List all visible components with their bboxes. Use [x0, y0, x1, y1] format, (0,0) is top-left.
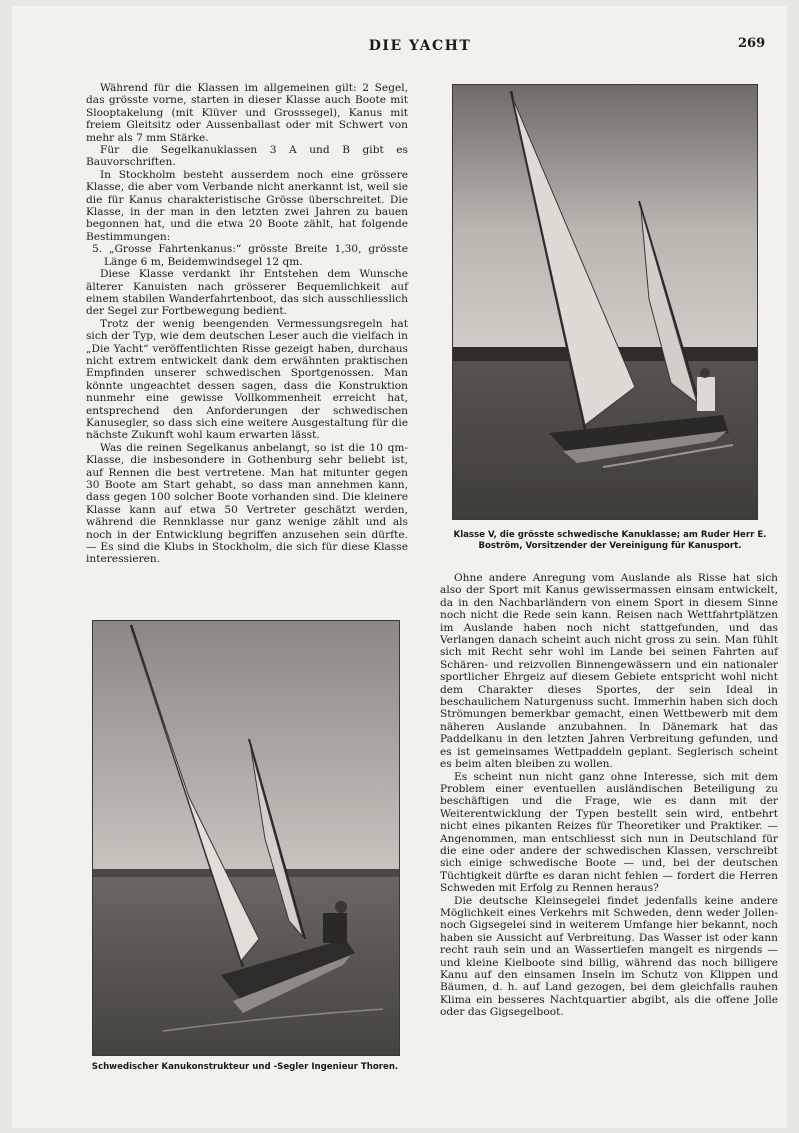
- paragraph: Es scheint nun nicht ganz ohne Interesse, sich mit dem Problem einer eventuellen ausländischen Beteiligung zu beschäftigen und die Frage, wie es dann mit der Weiterentwicklung der Typen bestellt sein wird, entbehrt nicht eines pikanten Reizes für Theoretiker und Praktiker. — Angenommen, man entschliesst sich nun in Deutschland für die eine oder andere der schwedischen Klassen, verschreibt sich einige schwedische Boote — und, bei der deutschen Tüchtigkeit dürfte es daran nicht fehlen — fordert die Herren Schweden mit Erfolg zu Rennen heraus?: [440, 770, 778, 895]
- list-item: 5. „Grosse Fahrtenkanus:“ grösste Breite 1,30, grösste Länge 6 m, Beidemwindsegel 12 qm.: [92, 243, 408, 268]
- right-column-text: [440, 572, 778, 1019]
- photo-caption-klasse-v: Klasse V, die grösste schwedische Kanuklasse; am Ruder Herr E. Boström, Vorsitzender der Vereinigung für Kanusport.: [453, 530, 767, 551]
- paragraph: Für die Segelkanuklassen 3 A und B gibt es Bauvorschriften.: [86, 144, 408, 169]
- photo-klasse-v-canoe: [452, 84, 758, 520]
- running-title: DIE YACHT: [368, 38, 472, 54]
- page-number: 269: [738, 36, 766, 51]
- photo-caption-thoren: Schwedischer Kanukonstrukteur und -Segler Ingenieur Thoren.: [91, 1062, 399, 1072]
- photo-thoren-canoe: [92, 620, 400, 1056]
- paragraph: Trotz der wenig beengenden Vermessungsregeln hat sich der Typ, wie dem deutschen Leser auch die vielfach in „Die Yacht“ veröffentlichten Risse gezeigt haben, durchaus nicht extrem entwickelt dank dem erwähnten praktischen Empfinden unserer schwedischen Sportgenossen. Man könnte ungeachtet dessen sagen, dass die Konstruktion nunmehr eine gewisse Vollkommenheit erreicht hat, entsprechend den Anforderungen der schwedischen Kanusegler, so dass sich eine weitere Ausgestaltung für die nächste Zukunft wohl kaum erwarten lässt.: [86, 317, 408, 442]
- paragraph: Während für die Klassen im allgemeinen gilt: 2 Segel, das grösste vorne, starten in dieser Klasse auch Boote mit Slooptakelung (mit Klüver und Grosssegel), Kanus mit freiem Gleitsitz oder Aussenballast oder mit Schwert von mehr als 7 mm Stärke.: [86, 82, 408, 144]
- paragraph: Diese Klasse verdankt ihr Entstehen dem Wunsche älterer Kanuisten nach grösserer Bequemlichkeit auf einem stabilen Wanderfahrtenboot, das sich ausschliesslich der Segel zur Fortbewegung bedient.: [86, 268, 408, 318]
- paragraph: Die deutsche Kleinsegelei findet jedenfalls keine andere Möglichkeit eines Verkehrs mit Schweden, denn weder Jollen- noch Gigsegelei sind in weiterem Umfange hier bekannt, noch haben sie Aussicht auf Verbreitung. Das Wasser ist oder kann recht rauh sein und an Wassertiefen mangelt es nirgends — und kleine Kielboote sind billig, während das noch billigere Kanu auf den einsamen Inseln im Schutz von Klippen und Bäumen, d. h. auf Land gezogen, bei dem gleichfalls rauhen Klima ein besseres Nachtquartier abgibt, als die offene Jolle oder das Gigsegelboot.: [440, 894, 778, 1019]
- paragraph: In Stockholm besteht ausserdem noch eine grössere Klasse, die aber vom Verbande nicht anerkannt ist, weil sie die für Kanus charakteristische Grösse überschreitet. Die Klasse, in der man in den letzten zwei Jahren zu bauen begonnen hat, und die etwa 20 Boote zählt, hat folgende Bestimmungen:: [86, 168, 408, 243]
- paragraph: Ohne andere Anregung vom Auslande als Risse hat sich also der Sport mit Kanus gewissermassen einsam entwickelt, da in den Nachbarländern von einem Sport in diesem Sinne noch nicht die Rede sein kann. Reisen nach Wettfahrtplätzen im Auslande haben noch nicht stattgefunden, und das Verlangen danach scheint auch nicht gross zu sein. Man fühlt sich mit Recht sehr wohl im Lande bei seinen Fahrten auf Schären- und reizvollen Binnengewässern und ein nationaler sportlicher Ehrgeiz auf diesem Gebiete entspricht wohl nicht dem Charakter dieses Sportes, der sein Ideal in beschaulichem Naturgenuss sucht. Immerhin haben sich doch Strömungen bemerkbar gemacht, einen Wettbewerb mit dem näheren Auslande anzubahnen. In Dänemark hat das Paddelkanu in den letzten Jahren Verbreitung gefunden, und es ist gemeinsames Wettpaddeln geplant. Seglerisch scheint es beim alten bleiben zu wollen.: [440, 572, 778, 771]
- left-column-text: [86, 82, 408, 566]
- paragraph: Was die reinen Segelkanus anbelangt, so ist die 10 qm-Klasse, die insbesondere in Gothenburg sehr beliebt ist, auf Rennen die best vertretene. Man hat mitunter gegen 30 Boote am Start gehabt, so dass man annehmen kann, dass gegen 100 solcher Boote vorhanden sind. Die kleinere Klasse kann auf etwa 50 Vertreter geschätzt werden, während die Rennklasse nur ganz wenige zählt und als noch in der Entwicklung begriffen anzusehen sein dürfte. — Es sind die Klubs in Stockholm, die sich für diese Klasse interessieren.: [86, 441, 408, 566]
